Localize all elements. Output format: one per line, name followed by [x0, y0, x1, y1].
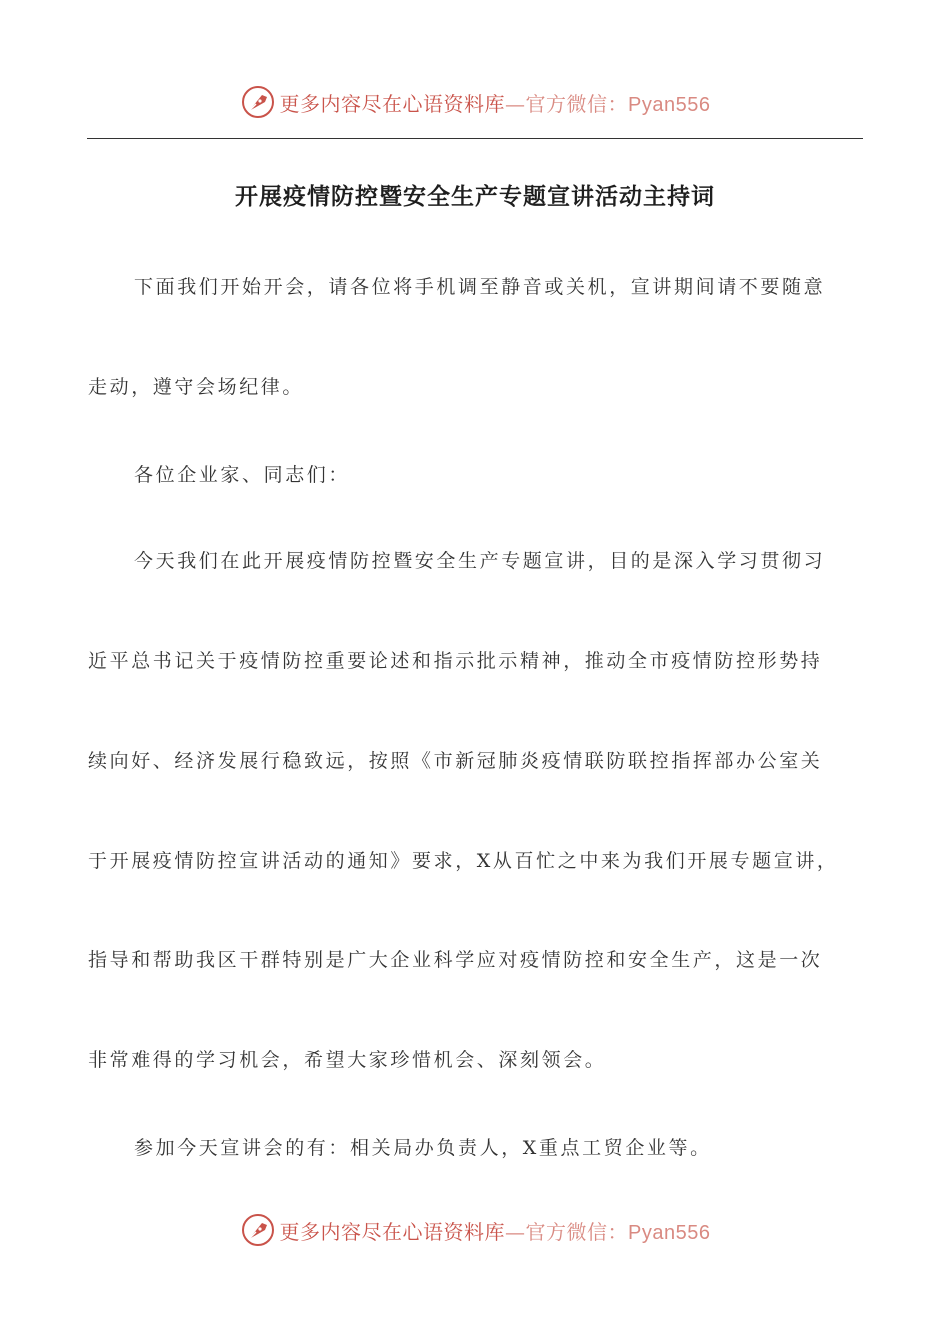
banner-separator: —: [505, 91, 526, 116]
banner-handle: Pyan556: [628, 1221, 711, 1244]
paragraph-line: 续向好、经济发展行稳致远，按照《市新冠肺炎疫情联防联控指挥部办公室关: [88, 750, 823, 772]
banner-handle: Pyan556: [628, 93, 711, 116]
paragraph-line: 于开展疫情防控宣讲活动的通知》要求，X从百忙之中来为我们开展专题宣讲，: [88, 850, 839, 872]
paragraph-line: 走动，遵守会场纪律。: [88, 376, 305, 398]
paragraph-line: 下面我们开始开会，请各位将手机调至静音或关机，宣讲期间请不要随意: [134, 276, 826, 298]
banner-label: 官方微信：: [525, 91, 629, 116]
paragraph-line: 指导和帮助我区干群特别是广大企业科学应对疫情防控和安全生产，这是一次: [88, 949, 823, 971]
paragraph-line: 今天我们在此开展疫情防控暨安全生产专题宣讲，目的是深入学习贯彻习: [134, 550, 826, 572]
paragraph-line: 参加今天宣讲会的有：相关局办负责人，X重点工贸企业等。: [134, 1137, 712, 1159]
pen-nib-circle-icon: [240, 1212, 276, 1248]
document-title: 开展疫情防控暨安全生产专题宣讲活动主持词: [235, 183, 715, 210]
paragraph-line: 各位企业家、同志们：: [134, 464, 351, 486]
pen-nib-circle-icon: [240, 84, 276, 120]
banner-label: 官方微信：: [525, 1219, 629, 1244]
footer-banner: [0, 1210, 950, 1250]
banner-separator: —: [505, 1219, 526, 1244]
banner-brand: 更多内容尽在心语资料库: [279, 91, 506, 116]
banner-brand: 更多内容尽在心语资料库: [279, 1219, 506, 1244]
paragraph-line: 非常难得的学习机会，希望大家珍惜机会、深刻领会。: [88, 1049, 607, 1071]
header-banner: [0, 82, 950, 122]
paragraph-line: 近平总书记关于疫情防控重要论述和指示批示精神，推动全市疫情防控形势持: [88, 650, 823, 672]
header-divider: [87, 138, 863, 139]
